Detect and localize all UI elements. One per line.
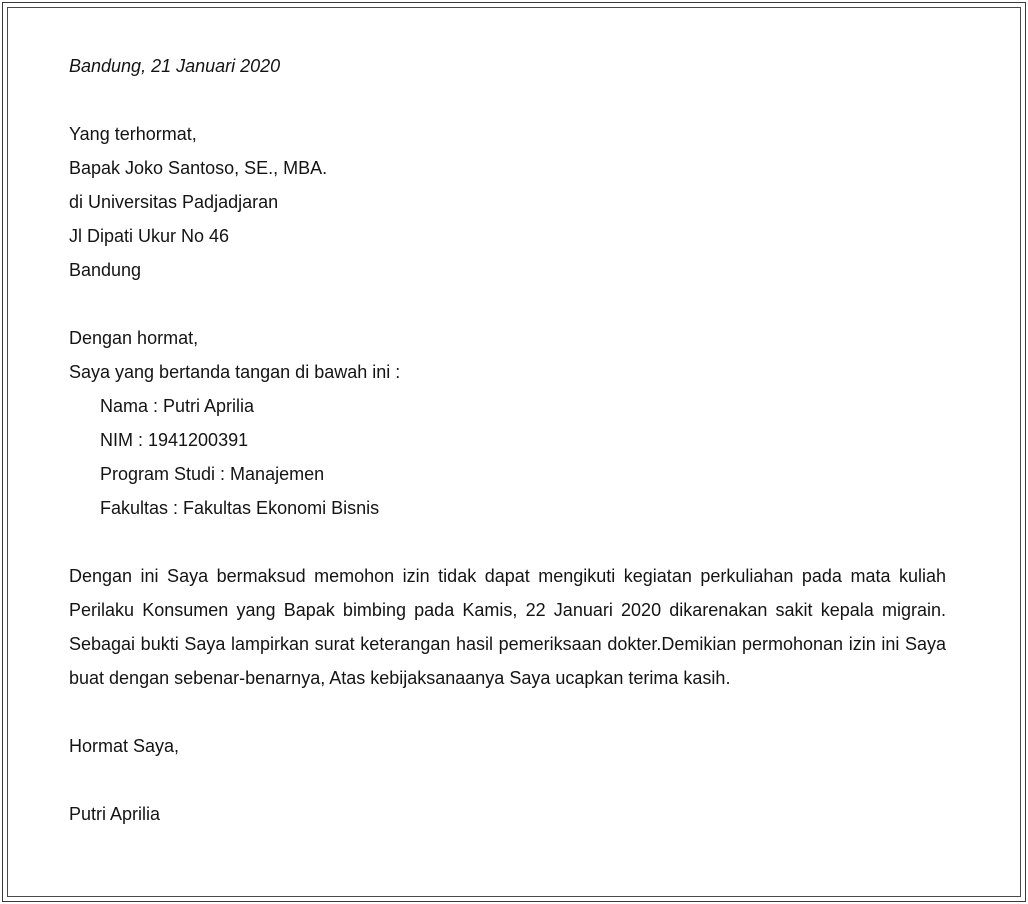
signature-name: Putri Aprilia <box>69 804 161 824</box>
spacer <box>69 695 946 729</box>
spacer <box>69 763 946 797</box>
body-paragraph: Dengan ini Saya bermaksud memohon izin tidak dapat mengikuti kegiatan perkuliahan pada mata kuliah Perilaku Konsumen yang Bapak bimbing pada Kamis, 22 Januari 2020 dikarenakan sakit kepala migrain. Sebagai bukti Saya lampirkan surat keterangan hasil pemeriksaan dokter.Demikian permohonan izin ini Saya buat dengan sebenar-benarnya, Atas kebijaksanaanya Saya ucapkan terima kasih. <box>69 566 946 688</box>
recipient-name: Bapak Joko Santoso, SE., MBA. <box>69 158 328 178</box>
spacer <box>69 287 946 321</box>
letter-document <box>69 49 946 831</box>
recipient-institution: di Universitas Padjadjaran <box>69 192 279 212</box>
letter-date: Bandung, 21 Januari 2020 <box>69 56 281 76</box>
salutation: Dengan hormat, <box>69 328 199 348</box>
spacer <box>69 525 946 559</box>
intro-statement: Saya yang bertanda tangan di bawah ini : <box>69 362 401 382</box>
spacer <box>69 83 946 117</box>
identity-block <box>69 389 946 525</box>
recipient-block <box>69 117 946 287</box>
closing: Hormat Saya, <box>69 736 180 756</box>
identity-nim: NIM : 1941200391 <box>100 430 249 450</box>
identity-name: Nama : Putri Aprilia <box>100 396 255 416</box>
identity-program: Program Studi : Manajemen <box>100 464 325 484</box>
recipient-street: Jl Dipati Ukur No 46 <box>69 226 230 246</box>
identity-faculty: Fakultas : Fakultas Ekonomi Bisnis <box>100 498 380 518</box>
recipient-greeting: Yang terhormat, <box>69 124 197 144</box>
recipient-city: Bandung <box>69 260 142 280</box>
